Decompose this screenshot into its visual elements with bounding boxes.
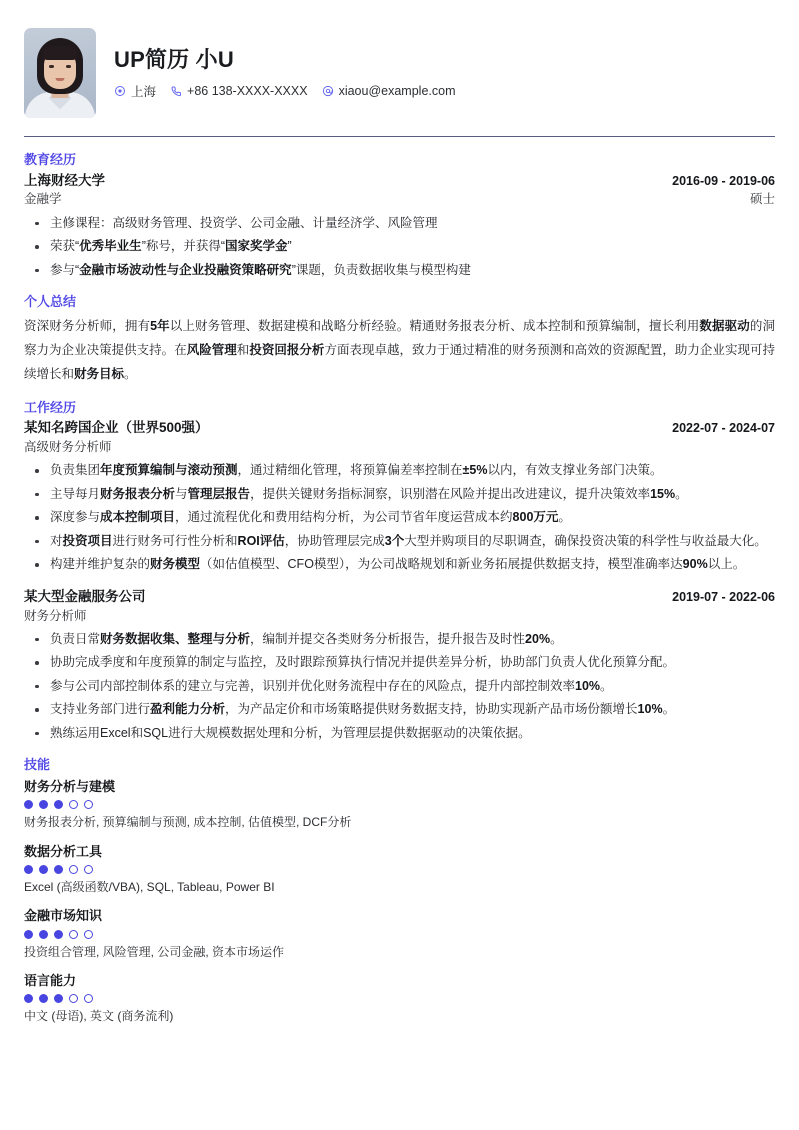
skill-dot-empty: [69, 930, 78, 939]
resume-header: [24, 28, 775, 128]
work-company: 某知名跨国企业（世界500强）: [24, 420, 209, 436]
skill-description: 中文 (母语), 英文 (商务流利): [24, 1009, 174, 1024]
bullet-item: 参与“金融市场波动性与企业投融资策略研究”课题，负责数据收集与模型构建: [24, 260, 775, 282]
phone-icon: [170, 85, 182, 97]
work-entry-header: [24, 588, 775, 607]
skill-description: Excel (高级函数/VBA), SQL, Tableau, Power BI: [24, 880, 275, 895]
section-education: [24, 151, 775, 281]
skill-dot-empty: [84, 930, 93, 939]
section-summary: [24, 293, 775, 387]
location-icon: [114, 85, 126, 97]
section-title-education: 教育经历: [24, 152, 77, 167]
work-role: 高级财务分析师: [24, 440, 112, 455]
work-date: 2022-07 - 2024-07: [672, 421, 775, 436]
work-role: 财务分析师: [24, 608, 87, 623]
skill-dot-filled: [39, 930, 48, 939]
summary-text: 资深财务分析师，拥有5年以上财务管理、数据建模和战略分析经验。精通财务报表分析、成本控制和预算编制，擅长利用数据驱动的洞察力为企业决策提供支持。在风险管理和投资回报分析方面表现卓越，致力于通过精准的财务预测和高效的资源配置，助力企业实现可持续增长和财务目标。: [24, 318, 775, 382]
education-entry-header: [24, 172, 775, 191]
work-entry-subheader: [24, 607, 775, 625]
bullet-item: 支持业务部门进行盈利能力分析，为产品定价和市场策略提供财务数据支持，协助实现新产品市场份额增长10%。: [24, 699, 775, 721]
skill-level-meter: [24, 994, 775, 1003]
skill-dot-filled: [54, 930, 63, 939]
contact-location-text: 上海: [131, 85, 157, 100]
work-entry: [24, 419, 775, 576]
contact-location: [114, 82, 156, 100]
section-work: [24, 399, 775, 745]
skill-dot-empty: [69, 865, 78, 874]
skill-dot-empty: [84, 994, 93, 1003]
section-title-skills: 技能: [24, 757, 51, 773]
bullet-item: 构建并维护复杂的财务模型（如估值模型、CFO模型），为公司战略规划和新业务拓展提供数据支持，模型准确率达90%以上。: [24, 554, 775, 576]
skill-dot-filled: [54, 865, 63, 874]
header-divider: [24, 136, 775, 137]
bullet-item: 负责集团年度预算编制与滚动预测，通过精细化管理，将预算偏差率控制在±5%以内，有效支撑业务部门决策。: [24, 460, 775, 482]
bullet-item: 协助完成季度和年度预算的制定与监控，及时跟踪预算执行情况并提供差异分析，协助部门负责人优化预算分配。: [24, 652, 775, 674]
skill-dot-filled: [24, 930, 33, 939]
education-entry: [24, 172, 775, 282]
contact-phone: [170, 84, 308, 98]
skill-dot-empty: [69, 800, 78, 809]
work-entry-subheader: [24, 438, 775, 456]
skill-dot-filled: [39, 994, 48, 1003]
education-date: 2016-09 - 2019-06: [672, 173, 775, 188]
contact-email-text: xiaou@example.com: [338, 84, 456, 99]
skill-description: 投资组合管理, 风险管理, 公司金融, 资本市场运作: [24, 944, 285, 959]
skill-description: 财务报表分析, 预算编制与预测, 成本控制, 估值模型, DCF分析: [24, 815, 352, 830]
skill-name: 语言能力: [24, 972, 77, 988]
avatar: [24, 28, 96, 118]
skill-dot-filled: [24, 994, 33, 1003]
skill-item: [24, 971, 775, 1027]
skill-dot-filled: [54, 994, 63, 1003]
skill-level-meter: [24, 865, 775, 874]
education-school: 上海财经大学: [24, 172, 105, 188]
skill-dot-filled: [24, 865, 33, 874]
bullet-item: 深度参与成本控制项目，通过流程优化和费用结构分析，为公司节省年度运营成本约800万元。: [24, 507, 775, 529]
bullet-item: 参与公司内部控制体系的建立与完善，识别并优化财务流程中存在的风险点，提升内部控制效率10%。: [24, 676, 775, 698]
header-text: [114, 46, 775, 101]
contact-email: [322, 84, 456, 98]
contact-phone-text: +86 138-XXXX-XXXX: [187, 84, 308, 99]
skill-item: [24, 777, 775, 833]
section-title-work: 工作经历: [24, 399, 77, 415]
candidate-name: UP简历 小U: [114, 46, 234, 72]
skill-dot-empty: [84, 865, 93, 874]
skill-item: [24, 906, 775, 962]
skill-dot-filled: [24, 800, 33, 809]
bullet-item: 荣获“优秀毕业生”称号，并获得“国家奖学金”: [24, 236, 775, 258]
bullet-item: 主修课程：高级财务管理、投资学、公司金融、计量经济学、风险管理: [24, 213, 775, 235]
work-date: 2019-07 - 2022-06: [672, 589, 775, 604]
bullet-item: 主导每月财务报表分析与管理层报告，提供关键财务指标洞察，识别潜在风险并提出改进建议，提升决策效率15%。: [24, 484, 775, 506]
section-skills: [24, 756, 775, 1026]
skill-level-meter: [24, 800, 775, 809]
work-entry-header: [24, 419, 775, 438]
skills-list: [24, 777, 775, 1027]
skill-dot-filled: [54, 800, 63, 809]
education-entry-subheader: [24, 190, 775, 208]
bullet-item: 对投资项目进行财务可行性分析和ROI评估，协助管理层完成3个大型并购项目的尽职调查，确保投资决策的科学性与收益最大化。: [24, 531, 775, 553]
skill-name: 财务分析与建模: [24, 778, 116, 794]
skill-name: 金融市场知识: [24, 908, 103, 924]
education-degree: 硕士: [749, 192, 775, 207]
work-bullets: [24, 460, 775, 576]
skill-item: [24, 842, 775, 898]
email-icon: [322, 85, 334, 97]
skill-name: 数据分析工具: [24, 843, 103, 859]
section-title-summary: 个人总结: [24, 294, 77, 310]
bullet-item: 负责日常财务数据收集、整理与分析，编制并提交各类财务分析报告，提升报告及时性20%。: [24, 629, 775, 651]
work-bullets: [24, 629, 775, 745]
skill-dot-filled: [39, 800, 48, 809]
work-company: 某大型金融服务公司: [24, 588, 146, 604]
education-bullets: [24, 213, 775, 282]
skill-level-meter: [24, 930, 775, 939]
skill-dot-filled: [39, 865, 48, 874]
skill-dot-empty: [84, 800, 93, 809]
contact-list: [114, 82, 775, 100]
work-entry: [24, 588, 775, 745]
bullet-item: 熟练运用Excel和SQL进行大规模数据处理和分析，为管理层提供数据驱动的决策依据。: [24, 723, 775, 745]
education-major: 金融学: [24, 192, 62, 207]
skill-dot-empty: [69, 994, 78, 1003]
